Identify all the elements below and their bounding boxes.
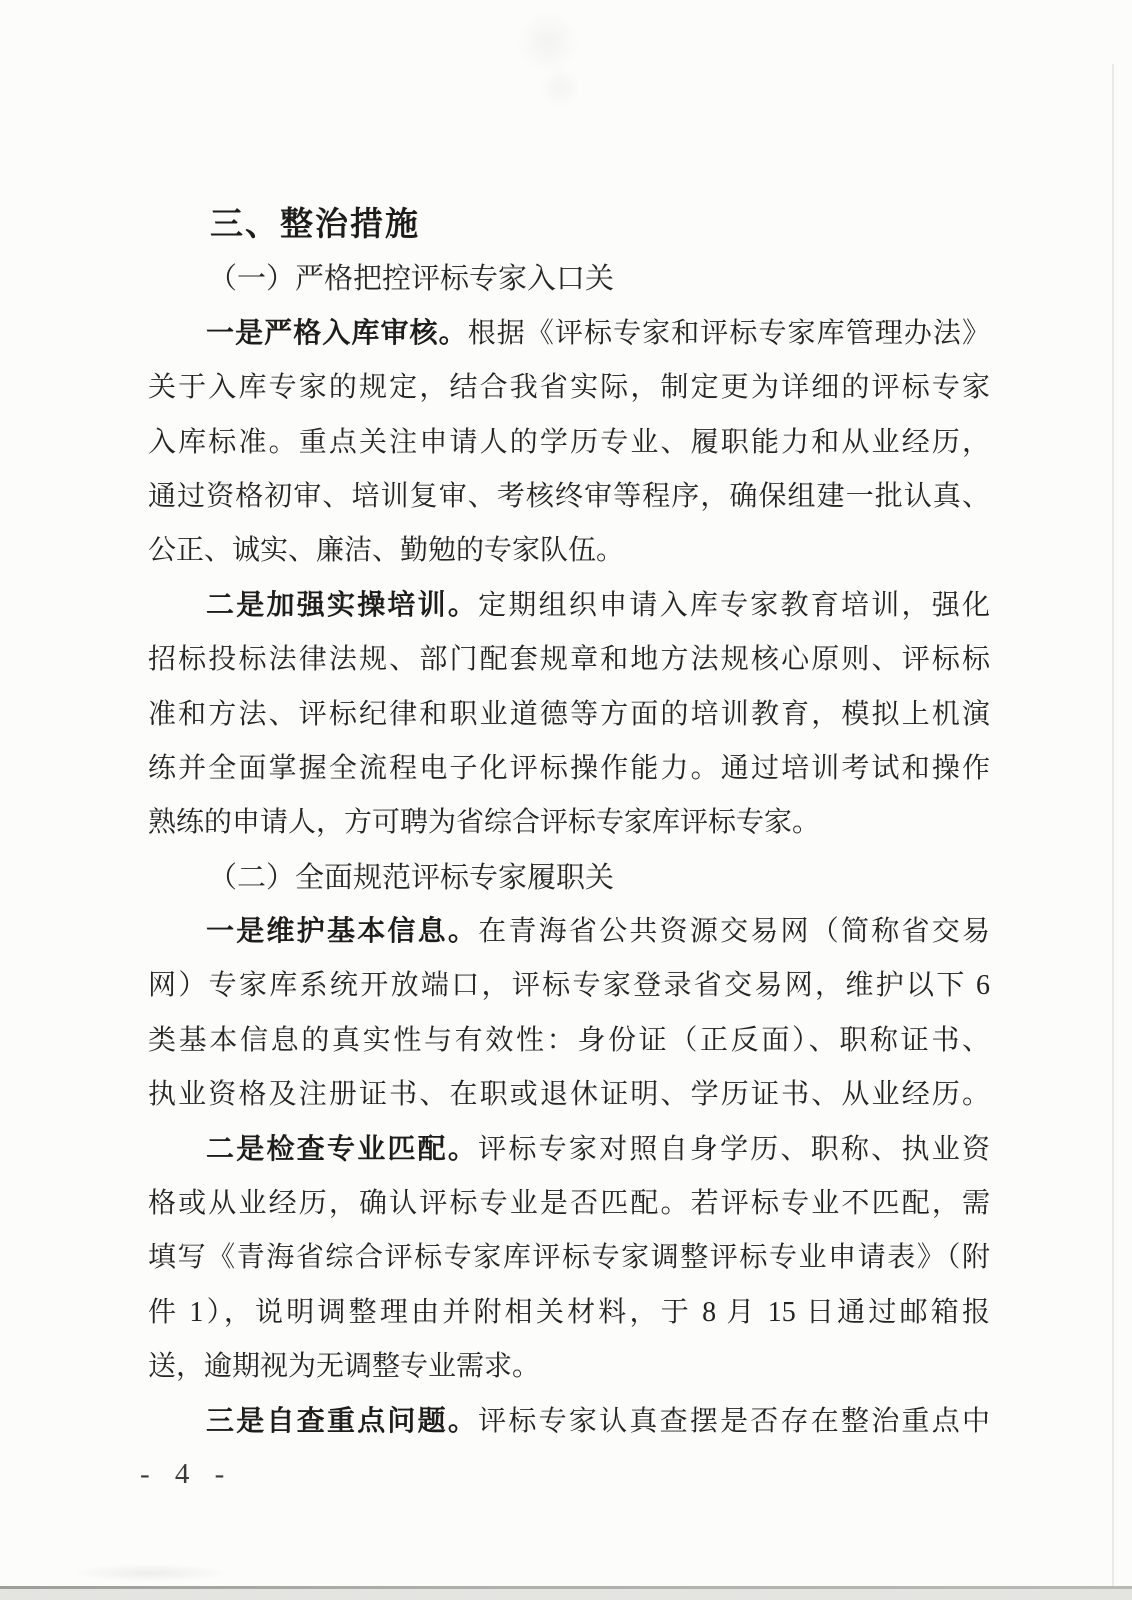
- text-block: [148, 198, 990, 1449]
- line-text: 件 1），说明调整理由并附相关材料，于 8 月 15 日通过邮箱报: [148, 1296, 990, 1328]
- paragraph-lead: 二是加强实操培训。: [206, 589, 479, 621]
- line-text: （二）全面规范评标专家履职关: [208, 861, 615, 894]
- line-text: 评标专家认真查摆是否存在整治重点中: [478, 1405, 990, 1437]
- text-line: [148, 307, 990, 361]
- line-text: 关于入库专家的规定，结合我省实际，制定更为详细的评标专家: [148, 372, 990, 404]
- text-line: [148, 1395, 990, 1449]
- line-text: 网）专家库系统开放端口，评标专家登录省交易网，维护以下 6: [148, 970, 990, 1002]
- text-line: [148, 796, 990, 850]
- text-line: [148, 1286, 990, 1340]
- line-text: 入库标准。重点关注申请人的学历专业、履职能力和从业经历，: [148, 426, 990, 458]
- text-line: [148, 579, 990, 633]
- text-line: [148, 742, 990, 796]
- paragraph-lead: 一是严格入库审核。: [206, 317, 468, 349]
- line-text: 三、整治措施: [210, 207, 420, 243]
- line-text: 在青海省公共资源交易网（简称省交易: [478, 916, 990, 948]
- page-number: - 4 -: [140, 1458, 234, 1490]
- paragraph-lead: 二是检查专业匹配。: [206, 1133, 479, 1165]
- line-text: 根据《评标专家和评标专家库管理办法》: [467, 317, 990, 349]
- text-line: [148, 416, 990, 470]
- line-text: 执业资格及注册证书、在职或退休证明、学历证书、从业经历。: [148, 1079, 990, 1111]
- line-text: （一）严格把控评标专家入口关: [208, 263, 615, 296]
- line-text: 格或从业经历，确认评标专业是否匹配。若评标专业不匹配，需: [148, 1188, 990, 1220]
- line-text: 送，逾期视为无调整专业需求。: [148, 1351, 541, 1383]
- text-line: [148, 1123, 990, 1177]
- paragraph-lead: 三是自查重点问题。: [206, 1405, 479, 1437]
- line-text: 通过资格初审、培训复审、考核终审等程序，确保组建一批认真、: [148, 480, 990, 512]
- text-line: [148, 959, 990, 1013]
- text-line: [148, 1231, 990, 1285]
- text-line: [148, 524, 990, 578]
- text-line: [148, 633, 990, 687]
- text-line: [148, 1014, 990, 1068]
- sub-heading: [148, 851, 990, 905]
- scan-edge-bottom-strip: [0, 1589, 1132, 1600]
- scan-edge-right: [1112, 64, 1114, 1586]
- text-line: [148, 361, 990, 415]
- text-line: [148, 905, 990, 959]
- line-text: 定期组织申请入库专家教育培训，强化: [478, 589, 990, 621]
- text-line: [148, 688, 990, 742]
- line-text: 练并全面掌握全流程电子化评标操作能力。通过培训考试和操作: [148, 752, 990, 784]
- line-text: 评标专家对照自身学历、职称、执业资: [478, 1133, 990, 1165]
- scan-smudge: [70, 1564, 230, 1582]
- text-line: [148, 1340, 990, 1394]
- section-heading: [148, 198, 990, 252]
- sub-heading: [148, 252, 990, 306]
- line-text: 类基本信息的真实性与有效性：身份证（正反面）、职称证书、: [148, 1024, 990, 1056]
- line-text: 填写《青海省综合评标专家库评标专家调整评标专业申请表》（附: [148, 1242, 990, 1274]
- line-text: 公正、诚实、廉洁、勤勉的专家队伍。: [148, 535, 625, 567]
- text-line: [148, 1177, 990, 1231]
- text-line: [148, 1068, 990, 1122]
- paragraph-lead: 一是维护基本信息。: [206, 916, 479, 948]
- text-line: [148, 470, 990, 524]
- line-text: 熟练的申请人，方可聘为省综合评标专家库评标专家。: [148, 807, 821, 839]
- line-text: 招标投标法律法规、部门配套规章和地方法规核心原则、评标标: [148, 644, 990, 676]
- line-text: 准和方法、评标纪律和职业道德等方面的培训教育，模拟上机演: [148, 698, 990, 730]
